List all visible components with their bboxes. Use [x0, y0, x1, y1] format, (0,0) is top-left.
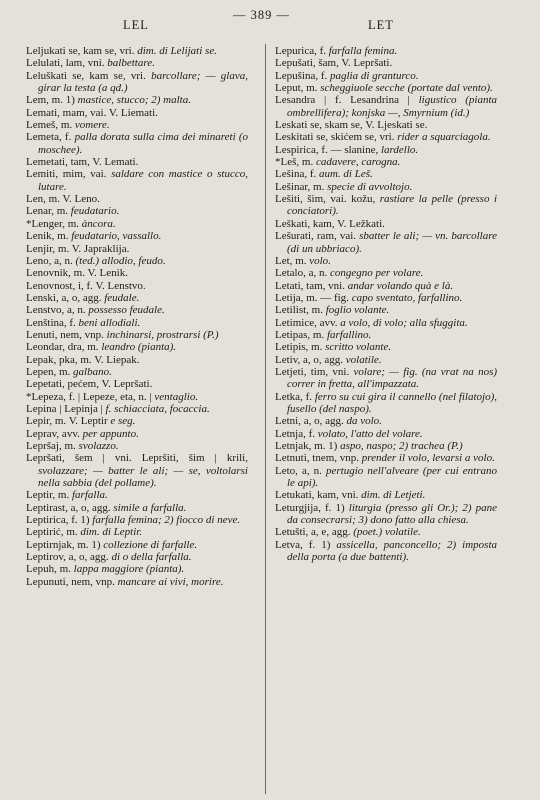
left-column [26, 45, 248, 588]
entry-headword: Letalo, a, n. [275, 267, 328, 280]
dictionary-entry [26, 119, 248, 131]
entry-definition: (poet.) volatile. [353, 526, 421, 539]
dictionary-entry [26, 341, 248, 353]
entry-headword: Leptir, m. [26, 489, 70, 502]
dictionary-entry [26, 391, 248, 403]
dictionary-entry [275, 82, 497, 94]
entry-definition: a volo, di volo; alla sfuggita. [340, 316, 468, 329]
entry-headword: Lemiti, mim, vai. [26, 168, 107, 181]
entry-definition: aspo, naspo; 2) trachea (P.) [340, 440, 463, 452]
dictionary-entry [26, 45, 248, 57]
entry-headword: Letva, f. 1) [275, 538, 331, 551]
entry-headword: Lemeta, f. [26, 131, 72, 144]
entry-headword: Letipas, m. [275, 328, 325, 341]
dictionary-entry [275, 465, 497, 490]
entry-definition: svolazzo. [78, 440, 119, 452]
entry-definition: liturgia (presso gli Or.); 2) pane da consecrarsi; 3) dono fatto alla chiesa. [287, 501, 498, 527]
entry-headword: Lepršaj, m. [26, 440, 76, 452]
entry-definition: foglio volante. [325, 304, 390, 317]
dictionary-entry [275, 452, 497, 464]
dictionary-entry [26, 156, 248, 168]
entry-headword: Lepršati, šem | vni. Lepršiti, šim | krili, [26, 452, 248, 465]
entry-definition: farfalla. [72, 489, 108, 502]
entry-definition: sbatter le ali; — vn. barcollare (di un ubbriaco). [287, 230, 497, 255]
dictionary-entry [275, 45, 497, 57]
dictionary-entry [26, 526, 248, 538]
entry-definition: inchinarsi, prostrarsi (P.) [106, 328, 219, 341]
column-divider [265, 44, 266, 794]
entry-definition: andar volando quà e là. [347, 279, 454, 292]
dictionary-entry [275, 94, 497, 119]
entry-headword: Let, m. [275, 254, 307, 267]
entry-headword: Lenjir, m. V. Japraklija. [26, 242, 130, 255]
entry-definition: vomere. [74, 119, 110, 132]
dictionary-entry [26, 57, 248, 69]
entry-headword: Letjeti, tim, vni. [275, 365, 350, 378]
entry-definition: leandro (pianta). [101, 341, 177, 354]
dictionary-entry [275, 304, 497, 316]
entry-headword: Letušti, a, e, agg. [275, 526, 351, 539]
dictionary-entry [26, 440, 248, 452]
entry-definition: cadavere, carogna. [315, 156, 401, 169]
dictionary-entry [275, 156, 497, 168]
dictionary-entry [26, 205, 248, 217]
dictionary-entry [275, 280, 497, 292]
header-right-word: LET [368, 18, 394, 32]
entry-definition: assicella, panconcello; 2) imposta della porta (a due battenti). [287, 538, 498, 564]
entry-headword: Leskati se, skam se, V. Ljeskati se. [275, 119, 428, 132]
entry-headword: Len, m. V. Leno. [26, 193, 100, 206]
entry-headword: Letnuti, tnem, vnp. [275, 452, 360, 465]
entry-headword: Letnja, f. [275, 427, 316, 440]
dictionary-entry [26, 243, 248, 255]
dictionary-entry [275, 144, 497, 156]
entry-definition: scheggiuole secche (portate dal vento). [320, 82, 493, 95]
entry-definition: feudale. [104, 291, 140, 304]
entry-headword: Lemati, mam, vai. V. Liemati. [26, 106, 158, 119]
entry-headword: Lepak, pka, m. V. Liepak. [26, 353, 140, 366]
entry-headword: Lepušati, šam, V. Lepršati. [275, 57, 393, 70]
entry-definition: capo sventato, farfallino. [351, 291, 463, 304]
entry-headword: Lenština, f. [26, 316, 76, 329]
dictionary-entry [275, 539, 497, 564]
entry-headword: Letnjak, m. 1) [275, 440, 338, 452]
dictionary-entry [26, 131, 248, 156]
entry-headword: Leondar, dra, m. [26, 341, 99, 354]
entry-headword: Lepurica, f. [275, 45, 326, 57]
entry-headword: Leptirast, a, o, agg. [26, 501, 111, 514]
entry-headword: Lespirica, f. — slanine, [275, 143, 379, 156]
entry-headword: Letipis, m. [275, 341, 323, 354]
entry-headword: *Lenger, m. [26, 217, 80, 230]
entry-headword: Lešurati, ram, vai. [275, 230, 357, 243]
dictionary-entry [26, 366, 248, 378]
dictionary-entry [26, 514, 248, 526]
entry-headword: Lepuh, m. [26, 563, 71, 576]
entry-headword: Leturgjija, f. 1) [275, 501, 345, 514]
entry-headword: Lešina, f. [275, 168, 317, 181]
entry-headword: Lenuti, nem, vnp. [26, 328, 104, 341]
page-header [0, 8, 540, 32]
entry-headword: Leprav, avv. [26, 427, 80, 440]
entry-definition: àncora. [81, 217, 116, 230]
entry-headword: Leptirić, m. [26, 526, 78, 539]
entry-definition: volatile. [345, 353, 382, 366]
entry-headword: Lemeš, m. [26, 119, 73, 132]
entry-headword: Lepir, m. V. Leptir [26, 415, 108, 428]
dictionary-entry [275, 230, 497, 255]
entry-headword: Lenovnik, m. V. Lenik. [26, 267, 128, 280]
entry-definition: e seg. [110, 415, 136, 428]
entry-headword: Leno, a, n. [26, 254, 73, 267]
entry-definition: scritto volante. [325, 341, 392, 354]
entry-definition: da volo. [346, 415, 382, 428]
entry-definition: aum. di Leš. [318, 168, 373, 181]
entry-definition: simile a farfalla. [113, 501, 187, 514]
dictionary-entry [26, 539, 248, 551]
entry-definition: per appunto. [82, 427, 139, 440]
dictionary-entry [26, 563, 248, 575]
dictionary-entry [26, 218, 248, 230]
dictionary-entry [26, 317, 248, 329]
entry-definition: rider a squarciagola. [397, 131, 491, 144]
entry-definition: lardello. [381, 143, 419, 156]
entry-headword: Letati, tam, vni. [275, 279, 345, 292]
dictionary-entry [275, 255, 497, 267]
entry-definition: lappa maggiore (pianta). [73, 563, 185, 576]
entry-definition: beni allodiali. [78, 316, 141, 329]
entry-definition: ventaglio. [154, 390, 199, 403]
entry-headword: Leto, a, n. [275, 464, 322, 477]
dictionary-entry [26, 378, 248, 390]
entry-definition: mancare ai vivi, morire. [117, 575, 224, 588]
entry-definition: svolazzare; — batter le ali; — se, voltolarsi nella sabbia (del pollame). [38, 464, 248, 490]
dictionary-entry [26, 304, 248, 316]
dictionary-entry [275, 267, 497, 279]
dictionary-entry [275, 329, 497, 341]
dictionary-entry [26, 415, 248, 427]
dictionary-entry [275, 119, 497, 131]
entry-definition: feudatario, vassallo. [71, 230, 162, 243]
entry-definition: volo. [309, 254, 331, 267]
entry-definition: dim. di Letjeti. [361, 489, 426, 502]
dictionary-entry [26, 428, 248, 440]
entry-definition: prender il volo, levarsi a volo. [361, 452, 495, 465]
dictionary-entry [26, 193, 248, 205]
dictionary-entry [275, 391, 497, 416]
entry-definition: di o della farfalla. [111, 551, 192, 564]
entry-definition: palla dorata sulla cima dei minareti (o moschee). [38, 131, 249, 156]
entry-headword: Lemetati, tam, V. Lemati. [26, 156, 139, 169]
entry-definition: paglia di granturco. [329, 69, 419, 82]
dictionary-entry [275, 341, 497, 353]
entry-headword: Lenik, m. [26, 230, 69, 243]
dictionary-entry [275, 489, 497, 501]
entry-headword: Leptirov, a, o, agg. [26, 551, 109, 564]
dictionary-entry [275, 57, 497, 69]
entry-headword: Leluškati se, kam se, vri. [26, 69, 146, 82]
dictionary-entry [26, 255, 248, 267]
dictionary-entry [26, 280, 248, 292]
entry-headword: Letilist, m. [275, 304, 323, 317]
entry-definition: rastiare la pelle (presso i conciatori). [287, 193, 497, 218]
entry-definition: saldare con mastice o stucco, lutare. [38, 168, 248, 193]
dictionary-entry [275, 428, 497, 440]
entry-headword: Lesandra | f. Lesandrina | [275, 94, 410, 107]
right-column [275, 45, 497, 563]
dictionary-entry [26, 354, 248, 366]
entry-definition: farfalla femina. [328, 45, 398, 57]
entry-headword: Leptirnjak, m. 1) [26, 538, 101, 551]
header-left-word: LEL [123, 18, 149, 32]
entry-definition: specie di avvoltojo. [327, 180, 413, 193]
dictionary-entry [275, 415, 497, 427]
entry-definition: farfalla femina; 2) fiocco di neve. [92, 514, 241, 527]
dictionary-entry [26, 403, 248, 415]
dictionary-entry [26, 452, 248, 489]
entry-definition: ligustico (pianta ombrellifera); konjska —, Smyrnium (id.) [287, 94, 498, 119]
dictionary-entry [275, 317, 497, 329]
dictionary-entry [275, 354, 497, 366]
dictionary-entry [26, 489, 248, 501]
dictionary-entry [26, 70, 248, 95]
entry-headword: Lenovnost, i, f. V. Lenstvo. [26, 279, 146, 292]
dictionary-entry [275, 218, 497, 230]
dictionary-entry [275, 366, 497, 391]
entry-definition: pertugio nell'alveare (per cui entrano le api). [287, 464, 497, 490]
entry-definition: (ted.) allodio, feudo. [75, 254, 166, 267]
entry-definition: ferro su cui gira il cannello (nel filatojo), fusello (del naspo). [287, 390, 498, 415]
dictionary-entry [275, 440, 497, 452]
dictionary-entry [275, 181, 497, 193]
entry-headword: Lešinar, m. [275, 180, 325, 193]
dictionary-entry [26, 94, 248, 106]
dictionary-entry [26, 329, 248, 341]
dictionary-entry [275, 168, 497, 180]
entry-definition: balbettare. [107, 57, 155, 70]
entry-headword: Lepunuti, nem, vnp. [26, 575, 115, 588]
dictionary-entry [275, 502, 497, 527]
entry-headword: Letiv, a, o, agg. [275, 353, 344, 366]
entry-headword: Leljukati se, kam se, vri. [26, 45, 135, 57]
entry-definition: mastice, stucco; 2) malta. [77, 94, 191, 107]
dictionary-entry [26, 502, 248, 514]
entry-definition: galbano. [73, 365, 112, 378]
entry-definition: volato, l'atto del volare. [317, 427, 423, 440]
dictionary-entry [275, 292, 497, 304]
entry-definition: dim. di Leptir. [80, 526, 143, 539]
dictionary-entry [26, 107, 248, 119]
entry-headword: *Leš, m. [275, 156, 314, 169]
dictionary-entry [275, 193, 497, 218]
entry-definition: congegno per volare. [329, 267, 424, 280]
entry-definition: farfallino. [326, 328, 372, 341]
dictionary-entry [26, 267, 248, 279]
entry-definition: feudatario. [70, 205, 120, 218]
entry-headword: Lenski, a, o, agg. [26, 291, 102, 304]
dictionary-entry [275, 131, 497, 143]
page-number: — 389 — [233, 8, 290, 22]
entry-headword: Lepetati, pećem, V. Lepršati. [26, 378, 153, 391]
entry-definition: collezione di farfalle. [103, 538, 198, 551]
entry-definition: possesso feudale. [88, 304, 165, 317]
entry-headword: Leptirica, f. 1) [26, 514, 90, 527]
entry-headword: Letimice, avv. [275, 316, 338, 329]
entry-definition: f. schiacciata, focaccia. [105, 402, 210, 415]
entry-headword: Lešiti, šim, vai. kožu, [275, 193, 376, 206]
dictionary-entry [26, 230, 248, 242]
entry-headword: Lepina | Lepinja | [26, 402, 103, 415]
entry-headword: Lepen, m. [26, 365, 71, 378]
entry-headword: Leput, m. [275, 82, 318, 95]
entry-headword: *Lepeza, f. | Lepeze, eta, n. | [26, 390, 152, 403]
dictionary-entry [275, 526, 497, 538]
entry-definition: barcollare; — glava, girar la testa (a qd.) [38, 69, 248, 95]
entry-headword: Leškati, kam, V. Ležkati. [275, 217, 385, 230]
entry-headword: Lenstvo, a, n. [26, 304, 86, 317]
entry-headword: Lem, m. 1) [26, 94, 75, 107]
entry-headword: Leskitati se, skićem se, vri. [275, 131, 395, 144]
entry-headword: Lelulati, lam, vni. [26, 57, 105, 70]
entry-headword: Letka, f. [275, 390, 313, 403]
dictionary-entry [26, 551, 248, 563]
entry-headword: Lenar, m. [26, 205, 69, 218]
entry-headword: Letukati, kam, vni. [275, 489, 359, 502]
entry-headword: Letni, a, o, agg. [275, 415, 344, 428]
entry-headword: Lepušina, f. [275, 69, 328, 82]
dictionary-entry [26, 168, 248, 193]
dictionary-entry [275, 70, 497, 82]
dictionary-entry [26, 292, 248, 304]
entry-definition: volare; — fig. (na vrat na nos) correr in fretta, all'impazzata. [287, 365, 498, 391]
dictionary-entry [26, 576, 248, 588]
entry-headword: Letija, m. — fig. [275, 291, 349, 304]
entry-definition: dim. di Lelijati se. [137, 45, 217, 57]
